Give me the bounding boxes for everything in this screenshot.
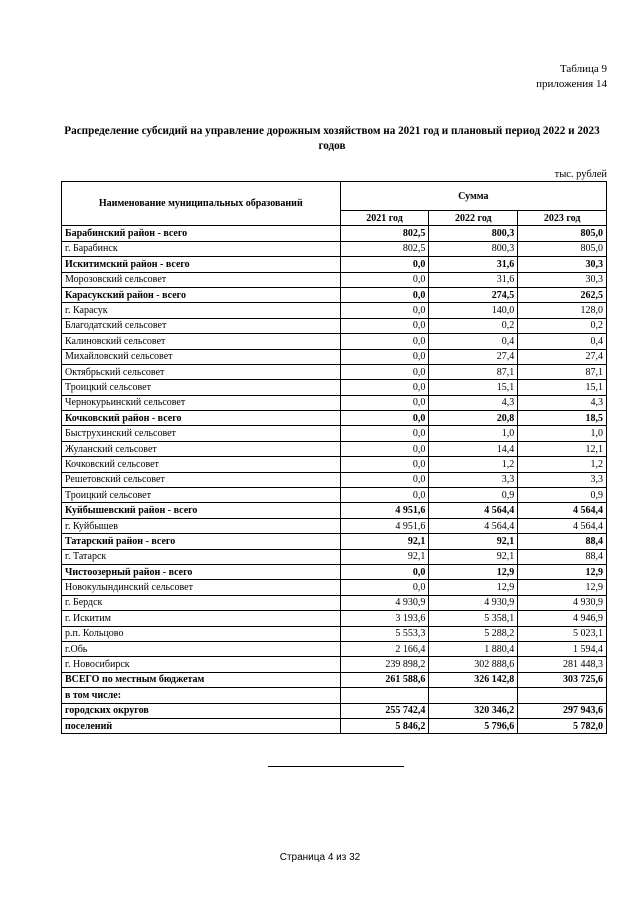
row-name-cell: Михайловский сельсовет xyxy=(62,349,341,364)
value-2022-cell: 92,1 xyxy=(429,549,518,564)
value-2022-cell: 31,6 xyxy=(429,257,518,272)
row-name-cell: Новокулындинский сельсовет xyxy=(62,580,341,595)
value-2021-cell: 4 951,6 xyxy=(340,503,429,518)
value-2021-cell: 239 898,2 xyxy=(340,657,429,672)
value-2021-cell: 0,0 xyxy=(340,287,429,302)
row-name-cell: Карасукский район - всего xyxy=(62,287,341,302)
column-header-sum: Сумма xyxy=(340,182,606,211)
value-2023-cell: 0,2 xyxy=(518,318,607,333)
table-row xyxy=(62,349,607,364)
table-row xyxy=(62,564,607,579)
row-name-cell: городских округов xyxy=(62,703,341,718)
value-2022-cell: 4 564,4 xyxy=(429,518,518,533)
value-2021-cell: 3 193,6 xyxy=(340,611,429,626)
value-2021-cell: 5 553,3 xyxy=(340,626,429,641)
value-2023-cell: 1,2 xyxy=(518,457,607,472)
table-row xyxy=(62,503,607,518)
row-name-cell: Куйбышевский район - всего xyxy=(62,503,341,518)
value-2023-cell: 805,0 xyxy=(518,226,607,241)
value-2022-cell: 14,4 xyxy=(429,441,518,456)
value-2022-cell: 0,4 xyxy=(429,334,518,349)
row-name-cell: Жуланский сельсовет xyxy=(62,441,341,456)
value-2023-cell: 262,5 xyxy=(518,287,607,302)
row-name-cell: Морозовский сельсовет xyxy=(62,272,341,287)
value-2023-cell: 27,4 xyxy=(518,349,607,364)
value-2022-cell: 0,9 xyxy=(429,488,518,503)
row-name-cell: г. Татарск xyxy=(62,549,341,564)
value-2022-cell: 326 142,8 xyxy=(429,672,518,687)
value-2022-cell: 0,2 xyxy=(429,318,518,333)
row-name-cell: г.Обь xyxy=(62,641,341,656)
value-2022-cell: 5 288,2 xyxy=(429,626,518,641)
row-name-cell: г. Карасук xyxy=(62,303,341,318)
value-2023-cell: 12,9 xyxy=(518,580,607,595)
value-2021-cell: 0,0 xyxy=(340,303,429,318)
value-2022-cell: 1,2 xyxy=(429,457,518,472)
table-row xyxy=(62,426,607,441)
value-2022-cell: 15,1 xyxy=(429,380,518,395)
value-2023-cell xyxy=(518,688,607,703)
row-name-cell: Барабинский район - всего xyxy=(62,226,341,241)
value-2021-cell: 0,0 xyxy=(340,564,429,579)
value-2023-cell: 12,1 xyxy=(518,441,607,456)
value-2021-cell: 0,0 xyxy=(340,441,429,456)
value-2022-cell: 87,1 xyxy=(429,364,518,379)
page-footer: Страница 4 из 32 xyxy=(279,852,361,863)
value-2022-cell: 274,5 xyxy=(429,287,518,302)
table-row xyxy=(62,272,607,287)
value-2023-cell: 4 564,4 xyxy=(518,518,607,533)
value-2023-cell: 4 946,9 xyxy=(518,611,607,626)
value-2021-cell: 0,0 xyxy=(340,426,429,441)
row-name-cell: Кочковский сельсовет xyxy=(62,457,341,472)
value-2022-cell: 27,4 xyxy=(429,349,518,364)
table-row xyxy=(62,318,607,333)
row-name-cell: Троицкий сельсовет xyxy=(62,488,341,503)
value-2021-cell: 802,5 xyxy=(340,226,429,241)
table-row xyxy=(62,672,607,687)
table-number: Таблица 9 xyxy=(559,63,607,75)
value-2022-cell: 320 346,2 xyxy=(429,703,518,718)
row-name-cell: Троицкий сельсовет xyxy=(62,380,341,395)
value-2021-cell: 92,1 xyxy=(340,549,429,564)
table-row xyxy=(62,626,607,641)
value-2021-cell: 0,0 xyxy=(340,318,429,333)
value-2022-cell: 20,8 xyxy=(429,411,518,426)
separator-line xyxy=(268,766,404,767)
table-row xyxy=(62,241,607,256)
row-name-cell: поселений xyxy=(62,718,341,733)
value-2023-cell: 5 023,1 xyxy=(518,626,607,641)
row-name-cell: Решетовский сельсовет xyxy=(62,472,341,487)
value-2022-cell: 4,3 xyxy=(429,395,518,410)
row-name-cell: р.п. Кольцово xyxy=(62,626,341,641)
table-row xyxy=(62,472,607,487)
value-2021-cell: 92,1 xyxy=(340,534,429,549)
value-2022-cell: 4 930,9 xyxy=(429,595,518,610)
row-name-cell: Октябрьский сельсовет xyxy=(62,364,341,379)
value-2023-cell: 88,4 xyxy=(518,534,607,549)
table-row xyxy=(62,441,607,456)
value-2023-cell: 18,5 xyxy=(518,411,607,426)
value-2023-cell: 4 930,9 xyxy=(518,595,607,610)
row-name-cell: Искитимский район - всего xyxy=(62,257,341,272)
table-row xyxy=(62,595,607,610)
value-2021-cell: 0,0 xyxy=(340,380,429,395)
row-name-cell: Чернокурьинский сельсовет xyxy=(62,395,341,410)
value-2022-cell: 302 888,6 xyxy=(429,657,518,672)
value-2021-cell: 0,0 xyxy=(340,272,429,287)
row-name-cell: г. Бердск xyxy=(62,595,341,610)
table-body xyxy=(62,226,607,734)
value-2021-cell: 0,0 xyxy=(340,457,429,472)
value-2022-cell xyxy=(429,688,518,703)
document-title: Распределение субсидий на управление дорожным хозяйством на 2021 год и плановый период 2022 и 2023 годов xyxy=(64,125,600,152)
table-row xyxy=(62,226,607,241)
value-2021-cell: 5 846,2 xyxy=(340,718,429,733)
row-name-cell: г. Новосибирск xyxy=(62,657,341,672)
value-2021-cell: 802,5 xyxy=(340,241,429,256)
table-row xyxy=(62,703,607,718)
value-2022-cell: 800,3 xyxy=(429,241,518,256)
value-2023-cell: 3,3 xyxy=(518,472,607,487)
value-2023-cell: 4,3 xyxy=(518,395,607,410)
units-label: тыс. рублей xyxy=(554,169,607,180)
row-name-cell: г. Барабинск xyxy=(62,241,341,256)
value-2021-cell: 255 742,4 xyxy=(340,703,429,718)
value-2023-cell: 1,0 xyxy=(518,426,607,441)
row-name-cell: Калиновский сельсовет xyxy=(62,334,341,349)
value-2021-cell: 0,0 xyxy=(340,364,429,379)
row-name-cell: Быструхинский сельсовет xyxy=(62,426,341,441)
value-2021-cell: 0,0 xyxy=(340,334,429,349)
table-row xyxy=(62,334,607,349)
row-name-cell: Татарский район - всего xyxy=(62,534,341,549)
value-2021-cell: 4 930,9 xyxy=(340,595,429,610)
value-2023-cell: 15,1 xyxy=(518,380,607,395)
value-2023-cell: 4 564,4 xyxy=(518,503,607,518)
value-2021-cell: 4 951,6 xyxy=(340,518,429,533)
value-2023-cell: 30,3 xyxy=(518,272,607,287)
value-2022-cell: 92,1 xyxy=(429,534,518,549)
value-2021-cell: 0,0 xyxy=(340,395,429,410)
value-2022-cell: 1 880,4 xyxy=(429,641,518,656)
table-row xyxy=(62,457,607,472)
table-row xyxy=(62,488,607,503)
value-2023-cell: 0,9 xyxy=(518,488,607,503)
appendix-reference: приложения 14 xyxy=(536,78,607,90)
row-name-cell: ВСЕГО по местным бюджетам xyxy=(62,672,341,687)
column-header-2022: 2022 год xyxy=(429,211,518,226)
value-2021-cell: 0,0 xyxy=(340,411,429,426)
value-2022-cell: 3,3 xyxy=(429,472,518,487)
subsidy-table xyxy=(61,181,607,734)
value-2022-cell: 140,0 xyxy=(429,303,518,318)
value-2021-cell: 0,0 xyxy=(340,472,429,487)
value-2023-cell: 30,3 xyxy=(518,257,607,272)
value-2022-cell: 12,9 xyxy=(429,580,518,595)
table-row xyxy=(62,380,607,395)
table-row xyxy=(62,287,607,302)
value-2021-cell xyxy=(340,688,429,703)
table-row xyxy=(62,611,607,626)
row-name-cell: г. Искитим xyxy=(62,611,341,626)
row-name-cell: Благодатский сельсовет xyxy=(62,318,341,333)
value-2022-cell: 1,0 xyxy=(429,426,518,441)
table-row xyxy=(62,534,607,549)
table-row xyxy=(62,641,607,656)
value-2023-cell: 12,9 xyxy=(518,564,607,579)
table-row xyxy=(62,303,607,318)
row-name-cell: Чистоозерный район - всего xyxy=(62,564,341,579)
table-row xyxy=(62,395,607,410)
table-row xyxy=(62,549,607,564)
value-2023-cell: 88,4 xyxy=(518,549,607,564)
table-row xyxy=(62,718,607,733)
value-2022-cell: 5 358,1 xyxy=(429,611,518,626)
table-row xyxy=(62,364,607,379)
row-name-cell: в том числе: xyxy=(62,688,341,703)
value-2021-cell: 0,0 xyxy=(340,580,429,595)
row-name-cell: Кочковский район - всего xyxy=(62,411,341,426)
value-2022-cell: 800,3 xyxy=(429,226,518,241)
value-2023-cell: 1 594,4 xyxy=(518,641,607,656)
value-2023-cell: 281 448,3 xyxy=(518,657,607,672)
value-2023-cell: 128,0 xyxy=(518,303,607,318)
value-2022-cell: 5 796,6 xyxy=(429,718,518,733)
value-2023-cell: 303 725,6 xyxy=(518,672,607,687)
row-name-cell: г. Куйбышев xyxy=(62,518,341,533)
value-2021-cell: 261 588,6 xyxy=(340,672,429,687)
column-header-2021: 2021 год xyxy=(340,211,429,226)
value-2021-cell: 0,0 xyxy=(340,349,429,364)
value-2021-cell: 0,0 xyxy=(340,257,429,272)
value-2023-cell: 805,0 xyxy=(518,241,607,256)
table-row xyxy=(62,688,607,703)
table-row xyxy=(62,657,607,672)
value-2023-cell: 87,1 xyxy=(518,364,607,379)
value-2022-cell: 12,9 xyxy=(429,564,518,579)
value-2022-cell: 31,6 xyxy=(429,272,518,287)
column-header-name: Наименование муниципальных образований xyxy=(62,182,341,226)
table-row xyxy=(62,580,607,595)
table-row xyxy=(62,411,607,426)
value-2023-cell: 297 943,6 xyxy=(518,703,607,718)
value-2023-cell: 0,4 xyxy=(518,334,607,349)
column-header-2023: 2023 год xyxy=(518,211,607,226)
table-row xyxy=(62,257,607,272)
value-2021-cell: 0,0 xyxy=(340,488,429,503)
value-2021-cell: 2 166,4 xyxy=(340,641,429,656)
value-2022-cell: 4 564,4 xyxy=(429,503,518,518)
value-2023-cell: 5 782,0 xyxy=(518,718,607,733)
table-row xyxy=(62,518,607,533)
